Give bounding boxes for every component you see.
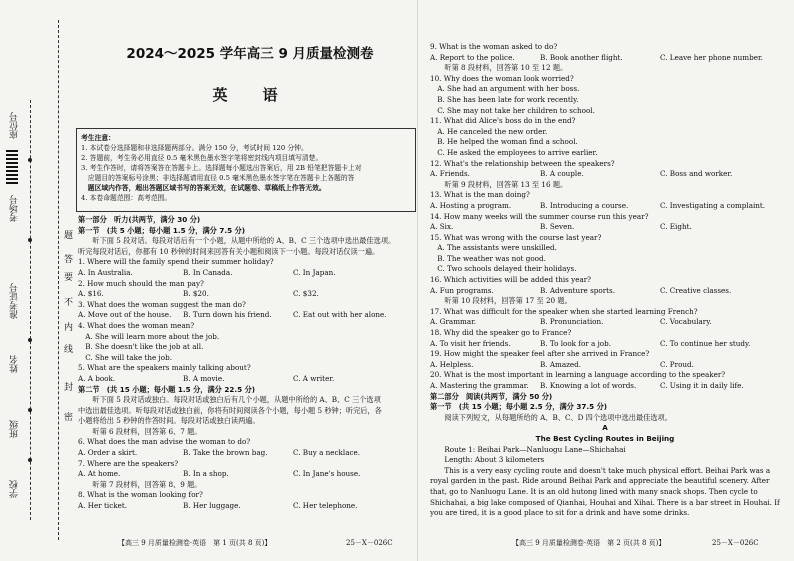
text-line: 13. What is the man doing? [430, 190, 530, 200]
ticket-label: 准考证号 [10, 283, 20, 319]
passage-title: The Best Cycling Routes in Beijing [535, 433, 675, 443]
answer-option: C. Creative classes. [660, 285, 732, 295]
answer-option: A. Grammar. [430, 317, 477, 327]
answer-option: C. To continue her study. [660, 338, 751, 348]
text-line: C. He asked the employees to arrive earlier. [430, 147, 598, 157]
answer-options [78, 501, 408, 512]
text-line: 11. What did Alice's boss do in the end? [430, 116, 576, 126]
answer-option: B. In a shop. [183, 469, 229, 479]
answer-options [78, 448, 408, 459]
exam-notice-box [76, 128, 416, 212]
text-line: 8. What is the woman looking for? [78, 490, 203, 500]
seal-word: 线 [64, 345, 74, 355]
seat-label: 座位号 [10, 112, 20, 139]
answer-option: B. A couple. [540, 169, 584, 179]
answer-option: A. Move out of the house. [78, 310, 172, 320]
answer-option: C. Vocabulary. [660, 317, 712, 327]
right-column [430, 42, 780, 519]
answer-option: A. Six. [430, 222, 454, 232]
notice-item: 4. 本卷命题范围：高考范围。 [81, 194, 172, 202]
seal-word: 要 [64, 273, 74, 283]
text-line: 20. What is the most important in learning a language according to the speaker? [430, 370, 726, 380]
answer-options [430, 286, 780, 297]
subject-title: 英 语 [212, 86, 288, 104]
text-line: 3. What does the woman suggest the man do? [78, 299, 246, 309]
text-line: A. The assistants were unskilled. [430, 243, 557, 253]
text-line: 6. What does the man advise the woman to do? [78, 437, 251, 447]
answer-option: C. Buy a necklace. [293, 448, 361, 458]
text-line: Route 1: Beihai Park—Nanluogu Lane—Shichahai [430, 444, 626, 454]
binding-strip [0, 0, 72, 561]
footer-left-title: 【高三 9 月质量检测卷·英语 第 1 页(共 8 页)】 [118, 539, 272, 547]
notice-item: 2. 答题前，考生务必用直径 0.5 毫米黑色墨水签字笔将密封线内项目填写清楚。 [81, 154, 323, 162]
text-line: 18. Why did the speaker go to France? [430, 328, 572, 338]
class-label: 班级 [10, 420, 20, 438]
answer-option: A. In Australia. [78, 267, 133, 277]
answer-option: A. Her ticket. [78, 501, 127, 511]
answer-option: B. Pronunciation. [540, 317, 604, 327]
answer-option: C. Eight. [660, 222, 692, 232]
answer-option: B. $20. [183, 289, 209, 299]
answer-option: A. At home. [78, 469, 121, 479]
text-line: 1. Where will the family spend their summer holiday? [78, 257, 274, 267]
answer-options [430, 201, 780, 212]
answer-option: A. A book. [78, 373, 116, 383]
seal-word: 密 [64, 413, 74, 423]
text-line: 听下面 5 段对话或独白。每段对话或独白后有几个小题，从题中所给的 A、B、C 三个选项 [78, 395, 381, 405]
page-fold [417, 0, 418, 561]
answer-option: C. Leave her phone number. [660, 52, 763, 62]
section-heading: 第二节 (共 15 小题；每小题 1.5 分，满分 22.5 分) [78, 384, 256, 394]
answer-option: C. In Jane's house. [293, 469, 361, 479]
answer-option: B. Book another flight. [540, 52, 623, 62]
answer-option: B. To look for a job. [540, 338, 612, 348]
answer-options [430, 169, 780, 180]
text-line: C. She will take the job. [78, 352, 172, 362]
seal-word: 不 [64, 298, 74, 308]
seal-line-inner [58, 20, 59, 540]
text-line: you are tired, it is a good place to sit for a drink and have some drinks. [430, 508, 690, 518]
answer-option: C. In Japan. [293, 267, 336, 277]
seal-dot [28, 238, 32, 242]
answer-option: B. Take the brown bag. [183, 448, 268, 458]
text-line: 12. What's the relationship between the speakers? [430, 158, 615, 168]
text-line: 听第 7 段材料，回答第 8、9 题。 [78, 479, 202, 489]
notice-item: 题区域内作答，超出答题区域书写的答案无效，在试题卷、草稿纸上作答无效。 [81, 184, 326, 192]
text-line: 5. What are the speakers mainly talking about? [78, 363, 251, 373]
seal-dot [28, 408, 32, 412]
answer-option: B. Adventure sports. [540, 285, 615, 295]
answer-option: B. Amazed. [540, 359, 582, 369]
text-line: A. He canceled the new order. [430, 126, 548, 136]
text-line: 小题将给出 5 秒钟的作答时间。每段对话或独白读两遍。 [78, 416, 260, 426]
text-line: 阅读下列短文，从每题所给的 A、B、C、D 四个选项中选出最佳选项。 [430, 412, 672, 422]
answer-option: C. Eat out with her alone. [293, 310, 387, 320]
seal-dot [28, 458, 32, 462]
text-line: C. Two schools delayed their holidays. [430, 264, 577, 274]
answer-option: A. Order a skirt. [78, 448, 138, 458]
left-column [78, 215, 408, 512]
text-line: 19. How might the speaker feel after she arrived in France? [430, 349, 650, 359]
answer-option: A. Helpless. [430, 359, 474, 369]
text-line: 16. Which activities will be added this year? [430, 275, 592, 285]
exam-room-label: 考场号 [10, 195, 20, 222]
footer-right-code: 25－X－026C [712, 539, 759, 547]
text-line: 7. Where are the speakers? [78, 458, 179, 468]
footer-right-title: 【高三 9 月质量检测卷·英语 第 2 页(共 8 页)】 [512, 539, 666, 547]
answer-option: B. Seven. [540, 222, 575, 232]
answer-option: B. A movie. [183, 373, 225, 383]
answer-option: C. Boss and worker. [660, 169, 733, 179]
answer-options [78, 268, 408, 279]
text-line: B. She has been late for work recently. [430, 94, 579, 104]
seal-word: 题 [64, 231, 74, 241]
text-line: 2. How much should the man pay? [78, 278, 204, 288]
answer-option: A. Hosting a program. [430, 200, 512, 210]
section-heading: 第二部分 阅读(共两节，满分 50 分) [430, 391, 553, 401]
seal-word: 答 [64, 255, 74, 265]
text-line: 听第 8 段材料，回答第 10 至 12 题。 [430, 63, 568, 73]
text-line: royal garden in the past. Ride around Beihai Park and appreciate the beautiful scenery. After [430, 476, 770, 486]
answer-option: A. Fun programs. [430, 285, 494, 295]
answer-options [430, 53, 780, 64]
notice-item: 应题目的答案标号涂黑；非选择题请用直径 0.5 毫米黑色墨水签字笔在答题卡上各题的答 [81, 174, 355, 182]
answer-option: A. $16. [78, 289, 104, 299]
answer-option: C. A writer. [293, 373, 335, 383]
text-line: 听下面 5 段对话。每段对话后有一个小题，从题中所给的 A、B、C 三个选项中选出最佳选项。 [78, 236, 396, 246]
text-line: 听第 10 段材料，回答第 17 至 20 题。 [430, 296, 572, 306]
seal-line-outer [30, 100, 31, 520]
text-line: B. The weather was not good. [430, 253, 546, 263]
barcode-marks [6, 150, 18, 184]
answer-option: B. Turn down his friend. [183, 310, 272, 320]
section-heading: 第一节 (共 5 小题；每小题 1.5 分，满分 7.5 分) [78, 225, 246, 235]
answer-option: C. $32. [293, 289, 319, 299]
answer-option: A. Friends. [430, 169, 470, 179]
text-line: 中选出最佳选项。听每段对话或独白前，你将有时间阅读各个小题，每小题 5 秒钟；听完后，各 [78, 405, 382, 415]
exam-title: 2024～2025 学年高三 9 月质量检测卷 [126, 46, 374, 62]
answer-options [78, 374, 408, 385]
name-label: 姓名 [10, 355, 20, 373]
text-line: that, go to Nanluogu Lane. It is an old hutong lined with many snack shops. Then cycle to [430, 486, 758, 496]
seal-word: 内 [64, 323, 74, 333]
passage-letter: A [602, 423, 608, 433]
seal-dot [28, 158, 32, 162]
text-line: C. She may not take her children to school. [430, 105, 595, 115]
text-line: B. He helped the woman find a school. [430, 137, 578, 147]
answer-option: C. Her telephone. [293, 501, 358, 511]
answer-option: B. Her luggage. [183, 501, 241, 511]
answer-option: C. Investigating a complaint. [660, 200, 766, 210]
notice-item: 3. 考生作答时，请将答案答在答题卡上。选择题每小题选出答案后，用 2B 铅笔把答题卡上对 [81, 164, 362, 172]
seal-dot [28, 338, 32, 342]
text-line: 17. What was difficult for the speaker when she started learning French? [430, 306, 698, 316]
text-line: This is a very easy cycling route and doesn't take much physical effort. Beihai Park was a [430, 465, 771, 475]
text-line: 4. What does the woman mean? [78, 320, 195, 330]
answer-options [78, 289, 408, 300]
text-line: Length: About 3 kilometers [430, 455, 545, 465]
footer-left-code: 25－X－026C [346, 539, 393, 547]
answer-option: A. Mastering the grammar. [430, 381, 529, 390]
answer-options [430, 317, 780, 328]
answer-option: C. Proud. [660, 359, 694, 369]
text-line: 9. What is the woman asked to do? [430, 42, 558, 51]
answer-options [430, 360, 780, 371]
text-line: 15. What was wrong with the course last year? [430, 232, 602, 242]
answer-option: B. In Canada. [183, 267, 233, 277]
answer-option: C. Using it in daily life. [660, 381, 744, 390]
answer-option: A. Report to the police. [430, 52, 515, 62]
answer-option: B. Knowing a lot of words. [540, 381, 637, 390]
answer-options [78, 310, 408, 321]
section-heading: 第一部分 听力(共两节，满分 30 分) [78, 215, 201, 224]
answer-options [78, 469, 408, 480]
answer-option: B. Introducing a course. [540, 200, 629, 210]
text-line: 听完每段对话后，你都有 10 秒钟的时间来回答有关小题和阅读下一小题。每段对话仅读一遍。 [78, 246, 380, 256]
text-line: 听第 9 段材料，回答第 13 至 16 题。 [430, 179, 568, 189]
text-line: B. She doesn't like the job at all. [78, 342, 204, 352]
notice-heading: 考生注意： [81, 134, 115, 142]
section-heading: 第一节 (共 15 小题；每小题 2.5 分，满分 37.5 分) [430, 402, 608, 412]
text-line: A. She will learn more about the job. [78, 331, 220, 341]
answer-options [430, 381, 780, 392]
answer-options [430, 339, 780, 350]
notice-item: 1. 本试卷分选择题和非选择题两部分。满分 150 分，考试时间 120 分钟。 [81, 144, 308, 152]
answer-options [430, 222, 780, 233]
answer-option: A. To visit her friends. [430, 338, 511, 348]
text-line: 14. How many weeks will the summer course run this year? [430, 211, 649, 221]
seal-word: 封 [64, 383, 74, 393]
text-line: 听第 6 段材料，回答第 6、7 题。 [78, 426, 202, 436]
text-line: Shichahai, a big lake composed of Qianhai, Houhai and Xihai. There is a bar street in Houhai. If [430, 497, 780, 507]
school-label: 学校 [10, 480, 20, 498]
text-line: 10. Why does the woman look worried? [430, 73, 574, 83]
text-line: A. She had an argument with her boss. [430, 84, 580, 94]
